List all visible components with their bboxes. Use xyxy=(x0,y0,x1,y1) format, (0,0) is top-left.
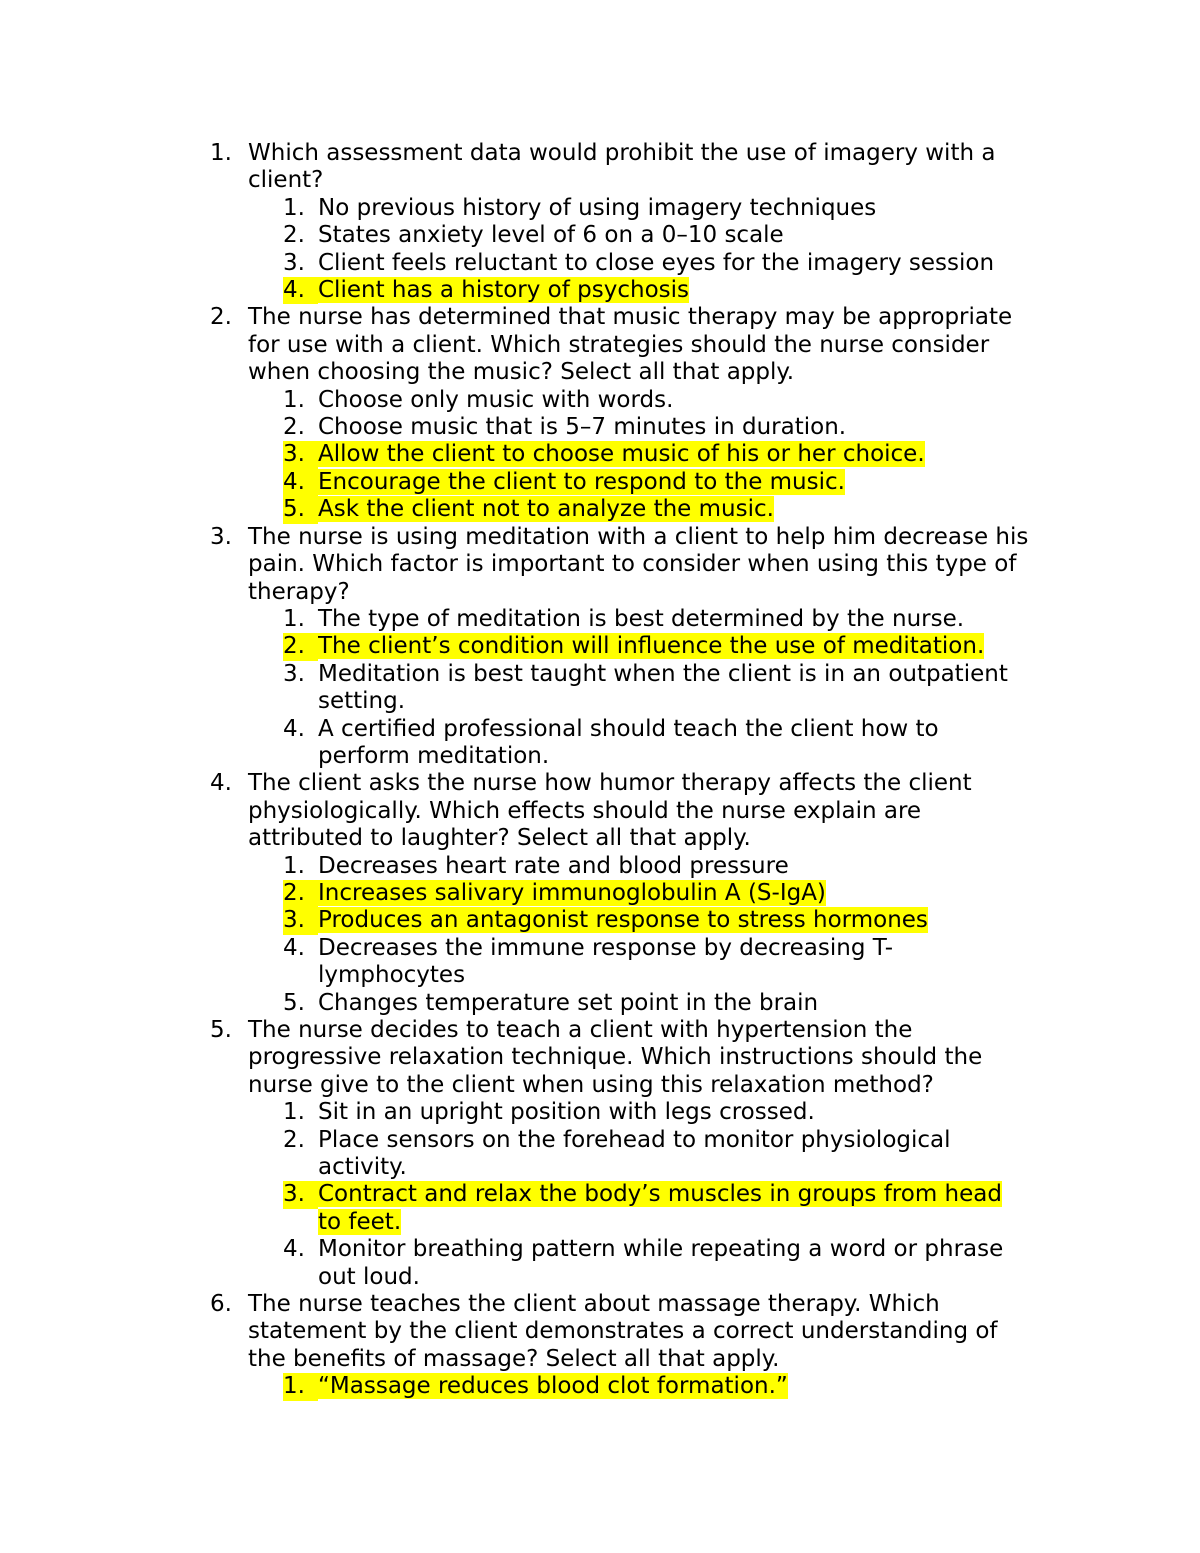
option-number: 3. xyxy=(283,907,318,934)
option-number: 2. xyxy=(283,633,318,660)
option-number: 3. xyxy=(283,249,305,276)
answer-option xyxy=(0,414,1200,441)
option-text: Monitor breathing pattern while repeating a word or phrase out loud. xyxy=(318,1236,1004,1290)
option-text: No previous history of using imagery techniques xyxy=(318,194,877,221)
question-number: 3. xyxy=(210,523,232,550)
option-text: The client’s condition will influence the use of meditation. xyxy=(318,633,985,660)
question-4 xyxy=(0,770,1200,1017)
option-text: Increases salivary immunoglobulin A (S-IgA) xyxy=(318,879,826,906)
option-text: Decreases the immune response by decreasing T-lymphocytes xyxy=(318,934,893,989)
question-list xyxy=(0,140,1200,1401)
question-text: The nurse has determined that music therapy may be appropriate for use with a client. Which strategies should the nurse consider when choosing the music? Select all that apply. xyxy=(248,304,1013,386)
option-text: The type of meditation is best determined by the nurse. xyxy=(318,605,965,632)
answer-option xyxy=(0,990,1200,1017)
answer-option-highlighted xyxy=(0,277,1200,304)
question-text: The nurse decides to teach a client with hypertension the progressive relaxation technique. Which instructions should the nurse give to the client when using this relaxation method? xyxy=(248,1017,983,1098)
option-number: 3. xyxy=(283,660,305,687)
option-text: States anxiety level of 6 on a 0–10 scale xyxy=(318,222,784,249)
option-text: Choose only music with words. xyxy=(318,386,674,413)
answer-option xyxy=(0,1127,1200,1182)
answer-option-highlighted xyxy=(0,1373,1200,1400)
question-text: The client asks the nurse how humor therapy affects the client physiologically. Which effects should the nurse explain are attributed to laughter? Select all that apply. xyxy=(248,770,972,852)
option-number: 4. xyxy=(283,469,318,496)
answer-option xyxy=(0,387,1200,414)
option-text: A certified professional should teach the client how to perform meditation. xyxy=(318,715,939,769)
option-number: 4. xyxy=(283,715,305,742)
option-number: 1. xyxy=(283,386,305,413)
question-number: 1. xyxy=(210,140,232,166)
option-number: 3. xyxy=(283,441,318,468)
option-number: 1. xyxy=(283,605,305,632)
option-number: 2. xyxy=(283,1126,305,1153)
option-text: Decreases heart rate and blood pressure xyxy=(318,852,789,879)
question-number: 5. xyxy=(210,1017,232,1043)
option-number: 1. xyxy=(283,852,305,879)
answer-option-highlighted xyxy=(0,1181,1200,1236)
question-text: The nurse is using meditation with a client to help him decrease his pain. Which factor is important to consider when using this type of therapy? xyxy=(248,523,1029,605)
option-text: “Massage reduces blood clot formation.” xyxy=(318,1373,788,1400)
option-text: Ask the client not to analyze the music. xyxy=(318,496,774,523)
question-5 xyxy=(0,1017,1200,1291)
option-number: 4. xyxy=(283,1236,305,1263)
answer-option xyxy=(0,853,1200,880)
option-text: Choose music that is 5–7 minutes in duration. xyxy=(318,414,847,441)
answer-option-highlighted xyxy=(0,441,1200,468)
option-number: 3. xyxy=(283,1181,318,1208)
question-text: The nurse teaches the client about massage therapy. Which statement by the client demonstrates a correct understanding of the benefits of massage? Select all that apply. xyxy=(248,1291,998,1372)
option-number: 2. xyxy=(283,414,305,441)
option-number: 4. xyxy=(283,934,305,961)
answer-option xyxy=(0,222,1200,249)
option-text: Meditation is best taught when the client is in an outpatient setting. xyxy=(318,660,1008,715)
answer-option xyxy=(0,661,1200,716)
option-number: 5. xyxy=(283,989,305,1016)
question-1 xyxy=(0,140,1200,304)
option-text: Contract and relax the body’s muscles in groups from head to feet. xyxy=(318,1181,1002,1235)
answer-option xyxy=(0,935,1200,990)
answer-option-highlighted xyxy=(0,496,1200,523)
answer-option xyxy=(0,250,1200,277)
answer-option-highlighted xyxy=(0,907,1200,934)
option-text: Client has a history of psychosis xyxy=(318,277,690,304)
answer-option-highlighted xyxy=(0,469,1200,496)
option-text: Changes temperature set point in the brain xyxy=(318,989,819,1016)
answer-option xyxy=(0,1099,1200,1126)
question-number: 2. xyxy=(210,304,232,331)
question-3 xyxy=(0,524,1200,771)
option-text: Client feels reluctant to close eyes for the imagery session xyxy=(318,249,995,276)
question-number: 4. xyxy=(210,770,232,797)
option-text: Allow the client to choose music of his or her choice. xyxy=(318,441,925,468)
question-text: Which assessment data would prohibit the use of imagery with a client? xyxy=(248,140,996,194)
option-text: Place sensors on the forehead to monitor physiological activity. xyxy=(318,1126,951,1181)
question-number: 6. xyxy=(210,1291,232,1318)
option-number: 1. xyxy=(283,194,305,221)
option-number: 4. xyxy=(283,277,318,304)
option-text: Encourage the client to respond to the music. xyxy=(318,468,845,495)
question-2 xyxy=(0,304,1200,523)
option-number: 2. xyxy=(283,880,318,907)
option-number: 5. xyxy=(283,496,318,523)
option-text: Sit in an upright position with legs crossed. xyxy=(318,1099,815,1126)
answer-option xyxy=(0,716,1200,771)
question-6 xyxy=(0,1291,1200,1401)
option-number: 1. xyxy=(283,1373,318,1400)
answer-option xyxy=(0,1236,1200,1291)
option-number: 2. xyxy=(283,222,305,249)
option-text: Produces an antagonist response to stress hormones xyxy=(318,907,928,934)
answer-option-highlighted xyxy=(0,880,1200,907)
answer-option-highlighted xyxy=(0,633,1200,660)
answer-option xyxy=(0,195,1200,222)
answer-option xyxy=(0,606,1200,633)
option-number: 1. xyxy=(283,1099,305,1126)
